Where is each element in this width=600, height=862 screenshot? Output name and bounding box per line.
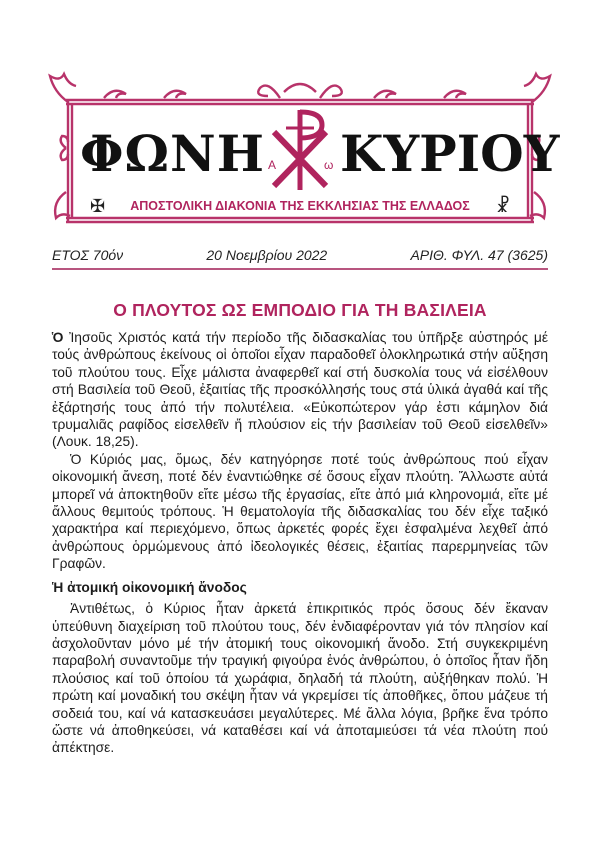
emblem-left-icon: ✠ [90, 196, 106, 216]
issue-year: ΕΤΟΣ 70όν [52, 247, 124, 263]
issue-number: ΑΡΙΘ. ΦΥΛ. 47 (3625) [410, 247, 548, 263]
divider-rule [52, 268, 548, 270]
paragraph-3: Ἀντιθέτως, ὁ Κύριος ἦταν ἀρκετά ἐπικριτικός πρός ὅσους δέν ἔκαναν ὑπεύθυνη διαχείριση τοῦ πλούτου τους, δέν ἐνδιαφέρονταν γιά τόν πλησίον καί ἀσχολοῦνταν μόνο μέ τήν ἀτομική τους οἰκονομική ἄνοδο. Στή συγκεκριμένη παραβολή συναντοῦμε τήν τραγική φιγούρα ἑνός ἀνθρώπου, ὁ ὁποῖος ἦταν ἤδη πλούσιος καί τοῦ ὁποίου τά χωράφια, δηλαδή τά πλούτη, αὐξήθηκαν πολύ. Ἡ πρώτη καί μοναδική του σκέψη ἦταν νά γκρεμίσει τίς ἀποθῆκες, ὅπου μάζευε τή σοδειά του, καί νά κατασκευάσει μεγαλύτερες. Μέ ἄλλα λόγια, βρῆκε ἕνα τρόπο ὥστε νά ἀποθηκεύσει, νά καταθέσει καί νά ἀποταμιεύσει τά νέα πλούτη πού ἀπέκτησε. [52, 601, 548, 756]
omega-letter: ω [324, 158, 334, 172]
paragraph-1 [52, 329, 548, 451]
issue-info-bar [52, 246, 548, 264]
paragraph-2: Ὁ Κύριός μας, ὅμως, δέν κατηγόρησε ποτέ τούς ἀνθρώπους πού εἶχαν οἰκονομική ἄνεση, ποτέ δέν ἐναντιώθηκε σέ ὅσους εἶχαν πλούτη. Ἄλλωστε αὐτά μπορεῖ νά ἀποκτηθοῦν εἴτε μέσω τῆς ἐργασίας, εἴτε ἀπό μιά κληρονομιά, εἴτε μέ ἄλλους θεμιτούς τρόπους. Ἡ θεματολογία τῆς διδασκαλίας του δέν εἶχε ταξικό χαρακτήρα καί περιεχόμενο, ὅπως ἀρκετές φορές ἔχει ἐσφαλμένα λεχθεῖ ἀπό ἀνθρώπους ὁρμώμενους ἀπό ἰδεολογικές θέσεις, ἐξαιτίας παρερμηνείας τῶν Γραφῶν. [52, 451, 548, 572]
paragraph-1-text: Ἰησοῦς Χριστός κατά τήν περίοδο τῆς διδασκαλίας του ὑπῆρξε αὐστηρός μέ τούς ἀνθρώπους ἐκείνους οἱ ὁποῖοι εἶχαν παραδοθεῖ ὁλοκληρωτικά στήν αὔξηση τοῦ πλούτου τους. Εἶχε μάλιστα ἀναφερθεῖ καί στή δυσκολία τους νά εἰσέλθουν στή Βασιλεία τοῦ Θεοῦ, ἐξαιτίας τῆς προσκόλλησής τους στά ὑλικά ἀγαθά καί τῆς ἐξάρτησής τους ἀπό τήν πολυτέλεια. «Εὐκοπώτερον γάρ ἐστι κάμηλον διά τρυμαλιᾶς ραφίδος εἰσελθεῖν ἤ πλούσιον εἰς τήν βασιλείαν τοῦ Θεοῦ εἰσελθεῖν» (Λουκ. 18,25). [52, 330, 549, 450]
article-title: Ο ΠΛΟΥΤΟΣ ΩΣ ΕΜΠΟΔΙΟ ΓΙΑ ΤΗ ΒΑΣΙΛΕΙΑ [113, 300, 487, 320]
drop-letter: Ὁ [52, 330, 64, 345]
subheading: Ἡ ἀτομική οἰκονομική ἄνοδος [52, 579, 247, 595]
organization-name: ΑΠΟΣΤΟΛΙΚΗ ΔΙΑΚΟΝΙΑ ΤΗΣ ΕΚΚΛΗΣΙΑΣ ΤΗΣ ΕΛΛΑΔΟΣ [130, 199, 470, 213]
issue-date: 20 Νοεμβρίου 2022 [206, 247, 328, 263]
masthead-title-right: ΚΥΡΙΟΥ [340, 124, 560, 183]
emblem-right-icon: ☧ [495, 196, 510, 216]
masthead [44, 62, 560, 228]
article-body [52, 329, 548, 757]
alpha-letter: Α [268, 158, 277, 172]
masthead-title-left: ΦΩΝΗ [80, 124, 266, 183]
